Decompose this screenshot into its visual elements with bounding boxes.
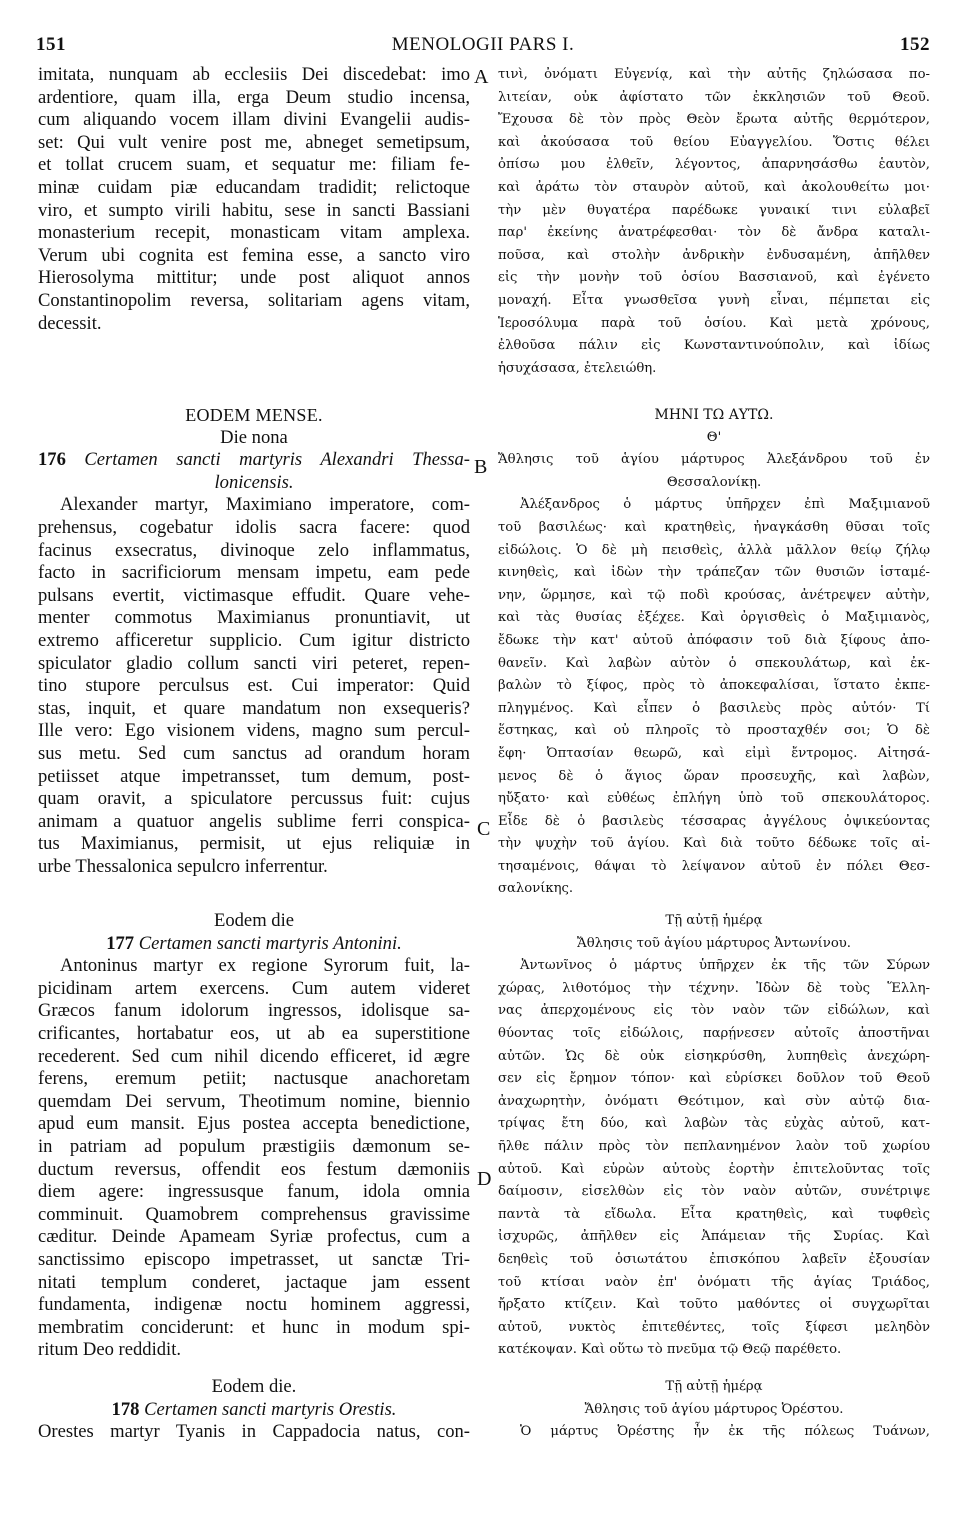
day-heading: Θ': [706, 429, 722, 445]
text-line: recederent. Sed cum nihil dicendo efficeret, id ægre: [38, 1045, 470, 1067]
text-line: Ἀντωνῖνος ὁ μάρτυς ὑπῆρχεν ἐκ τῆς τῶν Σύρων: [520, 958, 930, 974]
section-title-text: Certamen sancti martyris Antonini.: [134, 932, 402, 954]
text-line: κινηθεὶς, καὶ ἰδὼν τὴν τράπεζαν τῶν θυσιῶν ἱσταμέ-: [498, 565, 930, 581]
text-line: crificantes, hortabatur eos, ut ab ea superstitione: [38, 1022, 470, 1044]
text-line: παρ' ἐκείνης ἀνατρέφεσθαι· τὸν δὲ ἄνδρα καταλι-: [498, 225, 930, 241]
section-title-cont: lonicensis.: [214, 471, 294, 493]
month-heading: ΜΗΝΙ ΤΩ ΑΥΤΩ.: [654, 407, 774, 423]
text-line: urbe Thessalonica sepulcro inferrentur.: [38, 855, 328, 877]
latin-section-176: [38, 404, 470, 878]
text-line: καὶ ἀκούσασα τοῦ θείου Εὐαγγελίου. Ὅστις θέλει: [498, 134, 930, 150]
greek-section-176: [498, 404, 930, 901]
section-number: 178: [111, 1398, 140, 1420]
text-line: παντὰ τὰ εἴδωλα. Εἶτα κρατηθεὶς, καὶ τυφθεὶς: [498, 1206, 930, 1222]
text-line: ῆλθε πάλιν πρὸς τὸν πεπλανημένον λαὸν τοῦ χωρίου: [498, 1138, 930, 1154]
text-line: ὀπίσω μου ἐλθεῖν, λέγοντος, ἀπαρνησάσθω ἑαυτὸν,: [498, 157, 930, 173]
text-line: facinus exsecratus, divinoque zelo inflammatus,: [38, 539, 470, 561]
day-heading: Eodem die.: [211, 1376, 297, 1397]
text-line: θανεῖν. Καὶ λαβὼν αὐτὸν ὁ σπεκουλάτωρ, καὶ ἐκ-: [498, 655, 930, 671]
text-line: ardentiore, quam illa, erga Deum studio incensa,: [38, 86, 470, 108]
text-line: diem agere: ingressusque fanum, idola omnia: [38, 1181, 470, 1203]
text-line: decessit.: [38, 312, 102, 334]
text-line: prehensus, cogebatur idolis sacra facere: quod: [38, 516, 470, 538]
text-line: quam oravit, a spiculatore percussus fuit: cujus: [38, 788, 470, 810]
text-line: extremo afficeretur supplicio. Cum igitur districto: [38, 629, 470, 651]
text-line: τὴν μὲν θυγατέρα παρέδωκε γυναικί τινι εὐλαβεῖ: [498, 202, 930, 218]
text-line: ηὔξατο· καὶ εὐθέως ἐπλήγη ὑπὸ τοῦ σπεκουλάτορος.: [498, 791, 930, 807]
text-line: ἡσυχάσασα, ἐτελειώθη.: [498, 360, 657, 376]
right-page-number: 152: [900, 34, 930, 55]
day-heading: Eodem die: [213, 910, 295, 931]
text-line: picidinam artem exercens. Cum autem videret: [38, 977, 470, 999]
text-line: Orestes martyr Tyanis in Cappadocia natus, con-: [38, 1421, 470, 1443]
text-line: σαλονίκης.: [498, 881, 574, 897]
text-line: facto in sacrificiorum mensam impetu, eam pede: [38, 562, 470, 584]
text-line: ἀναχωρητὴν, ὀνόματι Θεότιμον, καὶ σὺν αὐτῷ δια-: [498, 1093, 930, 1109]
text-line: ritum Deo reddidit.: [38, 1339, 182, 1361]
text-line: viro, et sumpto virili habitu, sese in sancti Bassiani: [38, 199, 470, 221]
text-line: εἰδώλοις. Ὁ δὲ μὴ πεισθεὶς, ἀλλὰ μᾶλλον θείῳ ζήλῳ: [498, 542, 930, 558]
text-line: Græcos fanum idolorum ingressos, idolisque sa-: [38, 1000, 470, 1022]
text-line: Εἶδε δὲ ὁ βασιλεὺς τέσσαρας ἀγγέλους ὀψικεύοντας: [498, 813, 930, 829]
page-title: MENOLOGII PARS I.: [391, 34, 575, 55]
text-line: membratim conciderunt: et hunc in modum spi-: [38, 1316, 470, 1338]
text-line: nitati templum conderet, jactaque jam essent: [38, 1271, 470, 1293]
text-line: λιτείαν, οὐκ ἀφίστατο τῶν ἐκκλησιῶν τοῦ Θεοῦ.: [498, 89, 930, 105]
text-line: fundamenta, indigenæ noctu hominem aggressi,: [38, 1294, 470, 1316]
section-title: Ἄθλησις τοῦ ἁγίου μάρτυρος Ὀρέστου.: [584, 1401, 844, 1417]
text-line: αὐτοῦ. Καὶ εὑρὼν αὐτοὺς ἑορτὴν ἐπιτελοῦντας τοῖς: [498, 1161, 930, 1177]
text-line: comminuit. Quamobrem comprehensus gravissime: [38, 1203, 470, 1225]
text-line: Constantinopolim reversa, solitariam agens vitam,: [38, 289, 470, 311]
text-line: τινὶ, ὀνόματι Εὐγενίᾳ, καὶ τὴν αὐτῆς ζηλώσασα πο-: [498, 67, 930, 82]
text-line: imitata, nunquam ab ecclesiis Dei discedebat: imo: [38, 64, 470, 85]
text-line: ἕστηκας, καὶ οὐ πληροῖς τὸ προσταχθέν σοι; Ὁ δὲ: [498, 723, 930, 739]
text-line: ἰσχυρῶς, ἀπῆλθεν εἰς Ἀπάμειαν τῆς Συρίας. Καὶ: [498, 1229, 930, 1245]
day-heading: Τῇ αὐτῇ ἡμέρᾳ: [665, 913, 763, 928]
text-line: καὶ ἀράτω τὸν σταυρὸν αὐτοῦ, καὶ ἀκολουθείτω μοι·: [498, 179, 930, 195]
text-line: spiculator gladio collum sancti viri peteret, repen-: [38, 652, 470, 674]
text-line: cæditur. Deinde Apameam Syriæ profectus, cum a: [38, 1226, 470, 1248]
text-line: μενος δὲ ὁ ἅγιος ὥραν προσευχῆς, καὶ λαβὼν,: [498, 768, 930, 784]
text-line: stas, inquit, et quare mandatum non exsequeris?: [38, 697, 470, 719]
latin-section-177: [38, 910, 470, 1362]
text-line: in patriam ad populum præstigiis dæmonum se-: [38, 1135, 470, 1157]
section-title: [38, 933, 470, 956]
text-line: τοῦ κτίσαι ναὸν ἐπ' ὀνόματι τῆς ἁγίας Τριάδος,: [498, 1274, 930, 1290]
section-number: 176: [38, 449, 66, 471]
text-line: δεηθεὶς τοῦ ὁσιωτάτου ἐπισκόπου λαβεῖν ἐξουσίαν: [498, 1251, 930, 1267]
text-line: νην, ὥρμησε, καὶ τῷ ποδὶ κρούσας, ἀνέτρεψεν αὐτὴν,: [498, 587, 930, 603]
section-title: [38, 1399, 470, 1422]
section-title-text: Certamen sancti martyris Alexandri Thessa-: [65, 449, 470, 471]
day-heading: Die nona: [220, 426, 288, 448]
section-title: Ἄθλησις τοῦ ἁγίου μάρτυρος Ἀντωνίνου.: [577, 935, 851, 951]
section-title: [38, 449, 470, 472]
month-heading: EODEM MENSE.: [185, 405, 323, 425]
text-line: τρίψας ἔτη δύο, καὶ λαβὼν τὰς εὐχὰς αὐτοῦ, κατ-: [498, 1116, 930, 1132]
section-number: 177: [106, 932, 135, 954]
text-line: βαλὼν τὸ ξίφος, πρὸς τὸ ἀποκεφαλίσαι, ἵστατο ἐκπε-: [498, 678, 930, 694]
text-line: ἔφη· Ὀπτασίαν θεωρῶ, καὶ εἰμὶ ἔντρομος. Αἰτησά-: [498, 745, 930, 761]
text-line: ferens, eremum petiit; nactusque anachoretam: [38, 1068, 470, 1090]
day-heading: Τῇ αὐτῇ ἡμέρᾳ: [665, 1379, 763, 1394]
text-line: tino stupore perculsus est. Cui imperator: Quid: [38, 675, 470, 697]
text-line: cum aliquando vocem illam divini Evangelii audis-: [38, 109, 470, 131]
greek-continuation: [498, 64, 930, 380]
text-line: Alexander martyr, Maximiano imperatore, com-: [60, 494, 470, 516]
text-line: ἤρξατο κτίζειν. Καὶ τοῦτο μαθόντες οἱ συγχωρῖται: [498, 1297, 930, 1313]
text-line: πληγμένος. Καὶ εἶπεν ὁ βασιλεὺς πρὸς αὐτόν· Τί: [498, 700, 930, 716]
margin-letter-a: A: [474, 66, 489, 88]
section-title-text: Certamen sancti martyris Orestis.: [139, 1398, 397, 1420]
text-line: μοναχή. Εἶτα γνωσθεῖσα γυνὴ εἶναι, πέμπεται εἰς: [498, 292, 930, 308]
text-line: εἰς τὴν μονὴν τοῦ ὁσίου Βασσιανοῦ, καὶ ἐγένετο: [498, 270, 930, 286]
text-line: quemdam Dei servum, Theotimum nomine, biennio: [38, 1090, 470, 1112]
margin-letter-c: C: [477, 818, 491, 840]
greek-section-178: [498, 1376, 930, 1444]
text-line: Antoninus martyr ex regione Syrorum fuit, la-: [60, 955, 470, 977]
section-title: Ἄθλησις τοῦ ἁγίου μάρτυρος Ἀλεξάνδρου τοῦ ἐν: [498, 452, 930, 468]
text-line: Ἀλέξανδρος ὁ μάρτυς ὑπῆρχεν ἐπὶ Μαξιμιανοῦ: [520, 497, 930, 513]
margin-letter-d: D: [477, 1168, 492, 1190]
section-title-cont: Θεσσαλονίκῃ.: [666, 474, 762, 490]
text-line: tus Maximianus, permisit, ut ejus reliquiæ in: [38, 833, 470, 855]
text-line: Ille vero: Ego visionem videns, magno sum percul-: [38, 720, 470, 742]
text-line: χώρας, λιθοτόμος τὴν τέχνην. Ἰδὼν δὲ τοὺς Ἕλλη-: [498, 980, 930, 996]
text-line: τὴν ψυχὴν τοῦ ἁγίου. Καὶ διὰ τοῦτο δέδωκε τοῖς αἰ-: [498, 836, 930, 852]
text-line: τησαμένοις, θάψαι τὸ λείψανον αὐτοῦ ἐν πόλει Θεσ-: [498, 858, 930, 874]
running-head: [36, 34, 930, 56]
text-line: petiisset atque impetransset, tum demum, post-: [38, 765, 470, 787]
text-line: sanctissimo episcopo impetrasset, ut sanctæ Tri-: [38, 1248, 470, 1270]
text-line: minæ cuidam piæ educandam tradidit; relictoque: [38, 176, 470, 198]
text-line: δαίμοσιν, εἰσελθὼν εἰς τὸν ναὸν αὐτῶν, συνέτριψε: [498, 1184, 930, 1200]
latin-continuation: [38, 64, 470, 335]
text-line: animam a quatuor angelis sublime ferri conspica-: [38, 810, 470, 832]
margin-letter-b: B: [474, 456, 488, 478]
text-line: ἐλθοῦσα πάλιν εἰς Κωνσταντινούπολιν, καὶ ἰδίως: [498, 338, 930, 354]
latin-section-178: [38, 1376, 470, 1444]
text-line: Ἱεροσόλυμα παρὰ τοῦ ὁσίου. Καὶ μετὰ χρόνους,: [498, 315, 930, 331]
text-line: sus metu. Sed cum sanctus ad orandum horam: [38, 742, 470, 764]
text-line: σεν εἰς ἔρημον τόπον· καὶ εὑρίσκει δοῦλον τοῦ Θεοῦ: [498, 1071, 930, 1087]
text-line: θύοντας τοῖς εἰδώλοις, παρῄνεσεν αὐτοῖς ἀποστῆναι: [498, 1025, 930, 1041]
text-line: et tollat crucem suam, et sequatur me: filiam fe-: [38, 154, 470, 176]
greek-section-177: [498, 910, 930, 1362]
text-line: ἔδωκε τὴν κατ' αὐτοῦ ἀπόφασιν τοῦ διὰ ξίφους ἀπο-: [498, 632, 930, 648]
text-line: αὐτοῦ, νυκτὸς ἐπιτεθέντες, τοῖς ξίφεσι μεληδὸν: [498, 1319, 930, 1335]
text-line: τοῦ βασιλέως· καὶ κρατηθεὶς, ἠναγκάσθη θῦσαι τοῖς: [498, 519, 930, 535]
text-line: Verum ubi cognita est femina esse, a sancto viro: [38, 244, 470, 266]
text-line: apud eum mansit. Ejus postea accepta benedictione,: [38, 1113, 470, 1135]
text-line: νας ἀπερχομένους εἰς τὸν ναὸν τῶν εἰδώλων, καὶ: [498, 1003, 930, 1019]
text-line: Ἔχουσα δὲ τὸν πρὸς Θεὸν ἔρωτα αὐτῆς θερμότερον,: [498, 112, 930, 128]
left-page-number: 151: [36, 34, 66, 55]
text-line: αὐτῶν. Ὡς δὲ οὐκ εἰσηκρύσθη, λυπηθεὶς ἀνεχώρη-: [498, 1048, 930, 1064]
text-line: Hierosolyma mittitur; unde post aliquot annos: [38, 267, 470, 289]
text-line: Ὁ μάρτυς Ὀρέστης ἦν ἐκ τῆς πόλεως Τυάνων,: [520, 1424, 930, 1440]
text-line: pulsans evertit, victimasque effudit. Quare vehe-: [38, 584, 470, 606]
text-line: κατέκοψαν. Καὶ οὕτω τὸ πνεῦμα τῷ Θεῷ παρέθετο.: [498, 1342, 842, 1358]
text-line: ποῦσα, καὶ στολὴν ἀνδρικὴν ἐνδυσαμένη, ἀπῆλθεν: [498, 247, 930, 263]
text-line: set: Qui vult venire post me, abneget semetipsum,: [38, 131, 470, 153]
text-line: ductum reversus, offendit eos festum dæmoniis: [38, 1158, 470, 1180]
text-line: menter commotus Maximianus pronuntiavit, ut: [38, 607, 470, 629]
text-line: καὶ τὰς θυσίας ἐξέχεε. Καὶ ὀργισθεὶς ὁ Μαξιμιανὸς,: [498, 610, 930, 626]
text-line: monasterium recepit, monasticam vitam amplexa.: [38, 222, 470, 244]
